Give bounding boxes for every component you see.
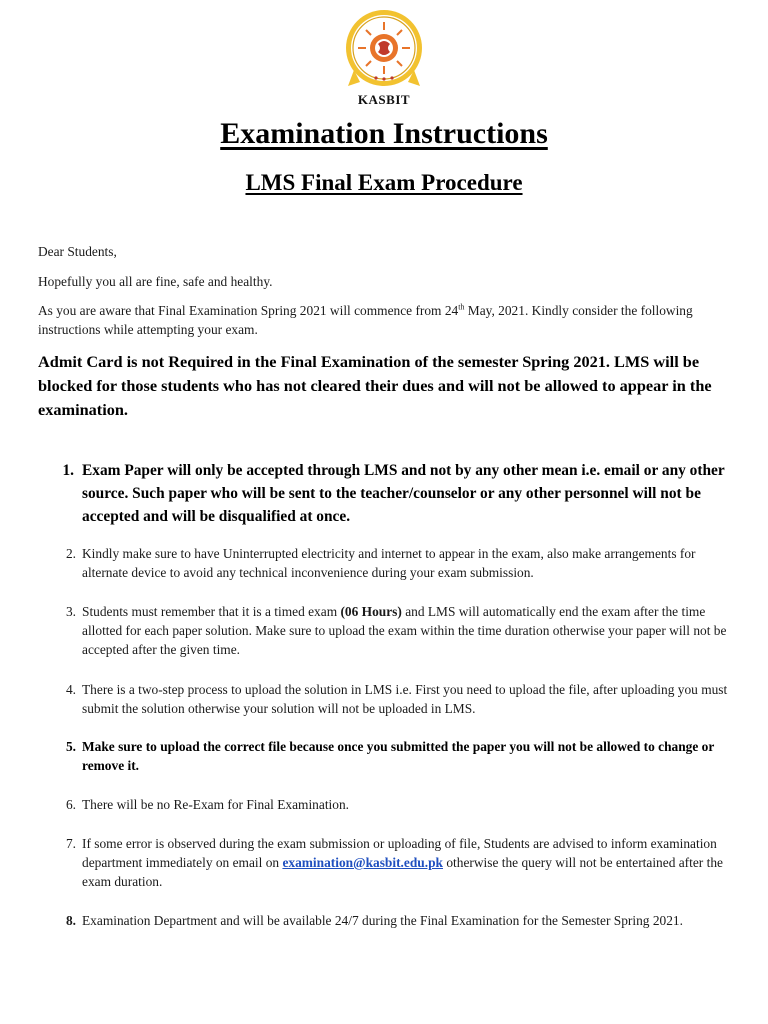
item-text: Examination Department and will be available 24/7 during the Final Examination for the Semester Spring 2021. (82, 913, 683, 928)
item-text-start: Students must remember that it is a timed exam (82, 604, 341, 619)
item-number: 4. (65, 682, 76, 697)
item-number: 1. (62, 462, 74, 479)
item-number: 5. (65, 739, 76, 754)
admit-card-notice: Admit Card is not Required in the Final Examination of the semester Spring 2021. LMS will be blocked for those students who has not cleared their dues and will not be allowed to appear in the examination. (38, 352, 712, 419)
item-text-end: otherwise the query will not be entertained after the exam duration. (82, 855, 723, 889)
item-text (82, 834, 732, 891)
item-text: Kindly make sure to have Uninterrupted electricity and internet to appear in the exam, also make arrangements for alternate device to avoid any technical inconvenience during your exam submission. (82, 546, 696, 580)
item-text (82, 602, 732, 659)
item-number: 3. (65, 604, 76, 619)
intro-text-end: May, 2021. Kindly consider the following instructions while attempting your exam. (38, 303, 693, 337)
item-text: There is a two-step process to upload the solution in LMS i.e. First you need to upload the file, after uploading you must submit the solution otherwise your solution will not be uploaded in LMS. (82, 682, 728, 716)
item-number: 7. (65, 836, 76, 851)
item-number: 6. (65, 797, 76, 812)
logo-caption: KASBIT (357, 92, 411, 107)
item-text: Make sure to upload the correct file because once you submitted the paper you will not be allowed to change or remove it. (82, 739, 715, 773)
item-text-start: If some error is observed during the exam submission or uploading of file, Students are advised to inform examination department immediately on email on (82, 836, 717, 870)
item-number: 8. (65, 913, 76, 928)
kasbit-logo (336, 8, 432, 108)
intro-text-start: As you are aware that Final Examination Spring 2021 will commence from 24 (38, 303, 459, 318)
logo-seal-icon (344, 8, 424, 92)
item-text-end: and LMS will automatically end the exam after the time allotted for each paper solution. Make sure to upload the exam within the time duration otherwise your paper will not be accepted after the given time. (82, 604, 727, 657)
intro-paragraph (38, 301, 728, 339)
greeting: Dear Students, (38, 244, 117, 259)
intro-superscript: th (458, 302, 465, 312)
page-title: Examination Instructions (220, 117, 548, 150)
item-text: There will be no Re-Exam for Final Examination. (82, 797, 349, 812)
page-subtitle: LMS Final Exam Procedure (245, 170, 523, 195)
email-link[interactable]: examination@kasbit.edu.pk (282, 855, 443, 870)
item-number: 2. (65, 546, 76, 561)
item-text: Exam Paper will only be accepted through LMS and not by any other mean i.e. email or any other source. Such paper who will be sent to the teacher/counselor or any other personnel will not be accepted and will be disqualified at once. (82, 462, 725, 525)
exam-duration: (06 Hours) (340, 604, 402, 619)
wellwish: Hopefully you all are fine, safe and healthy. (38, 274, 273, 289)
